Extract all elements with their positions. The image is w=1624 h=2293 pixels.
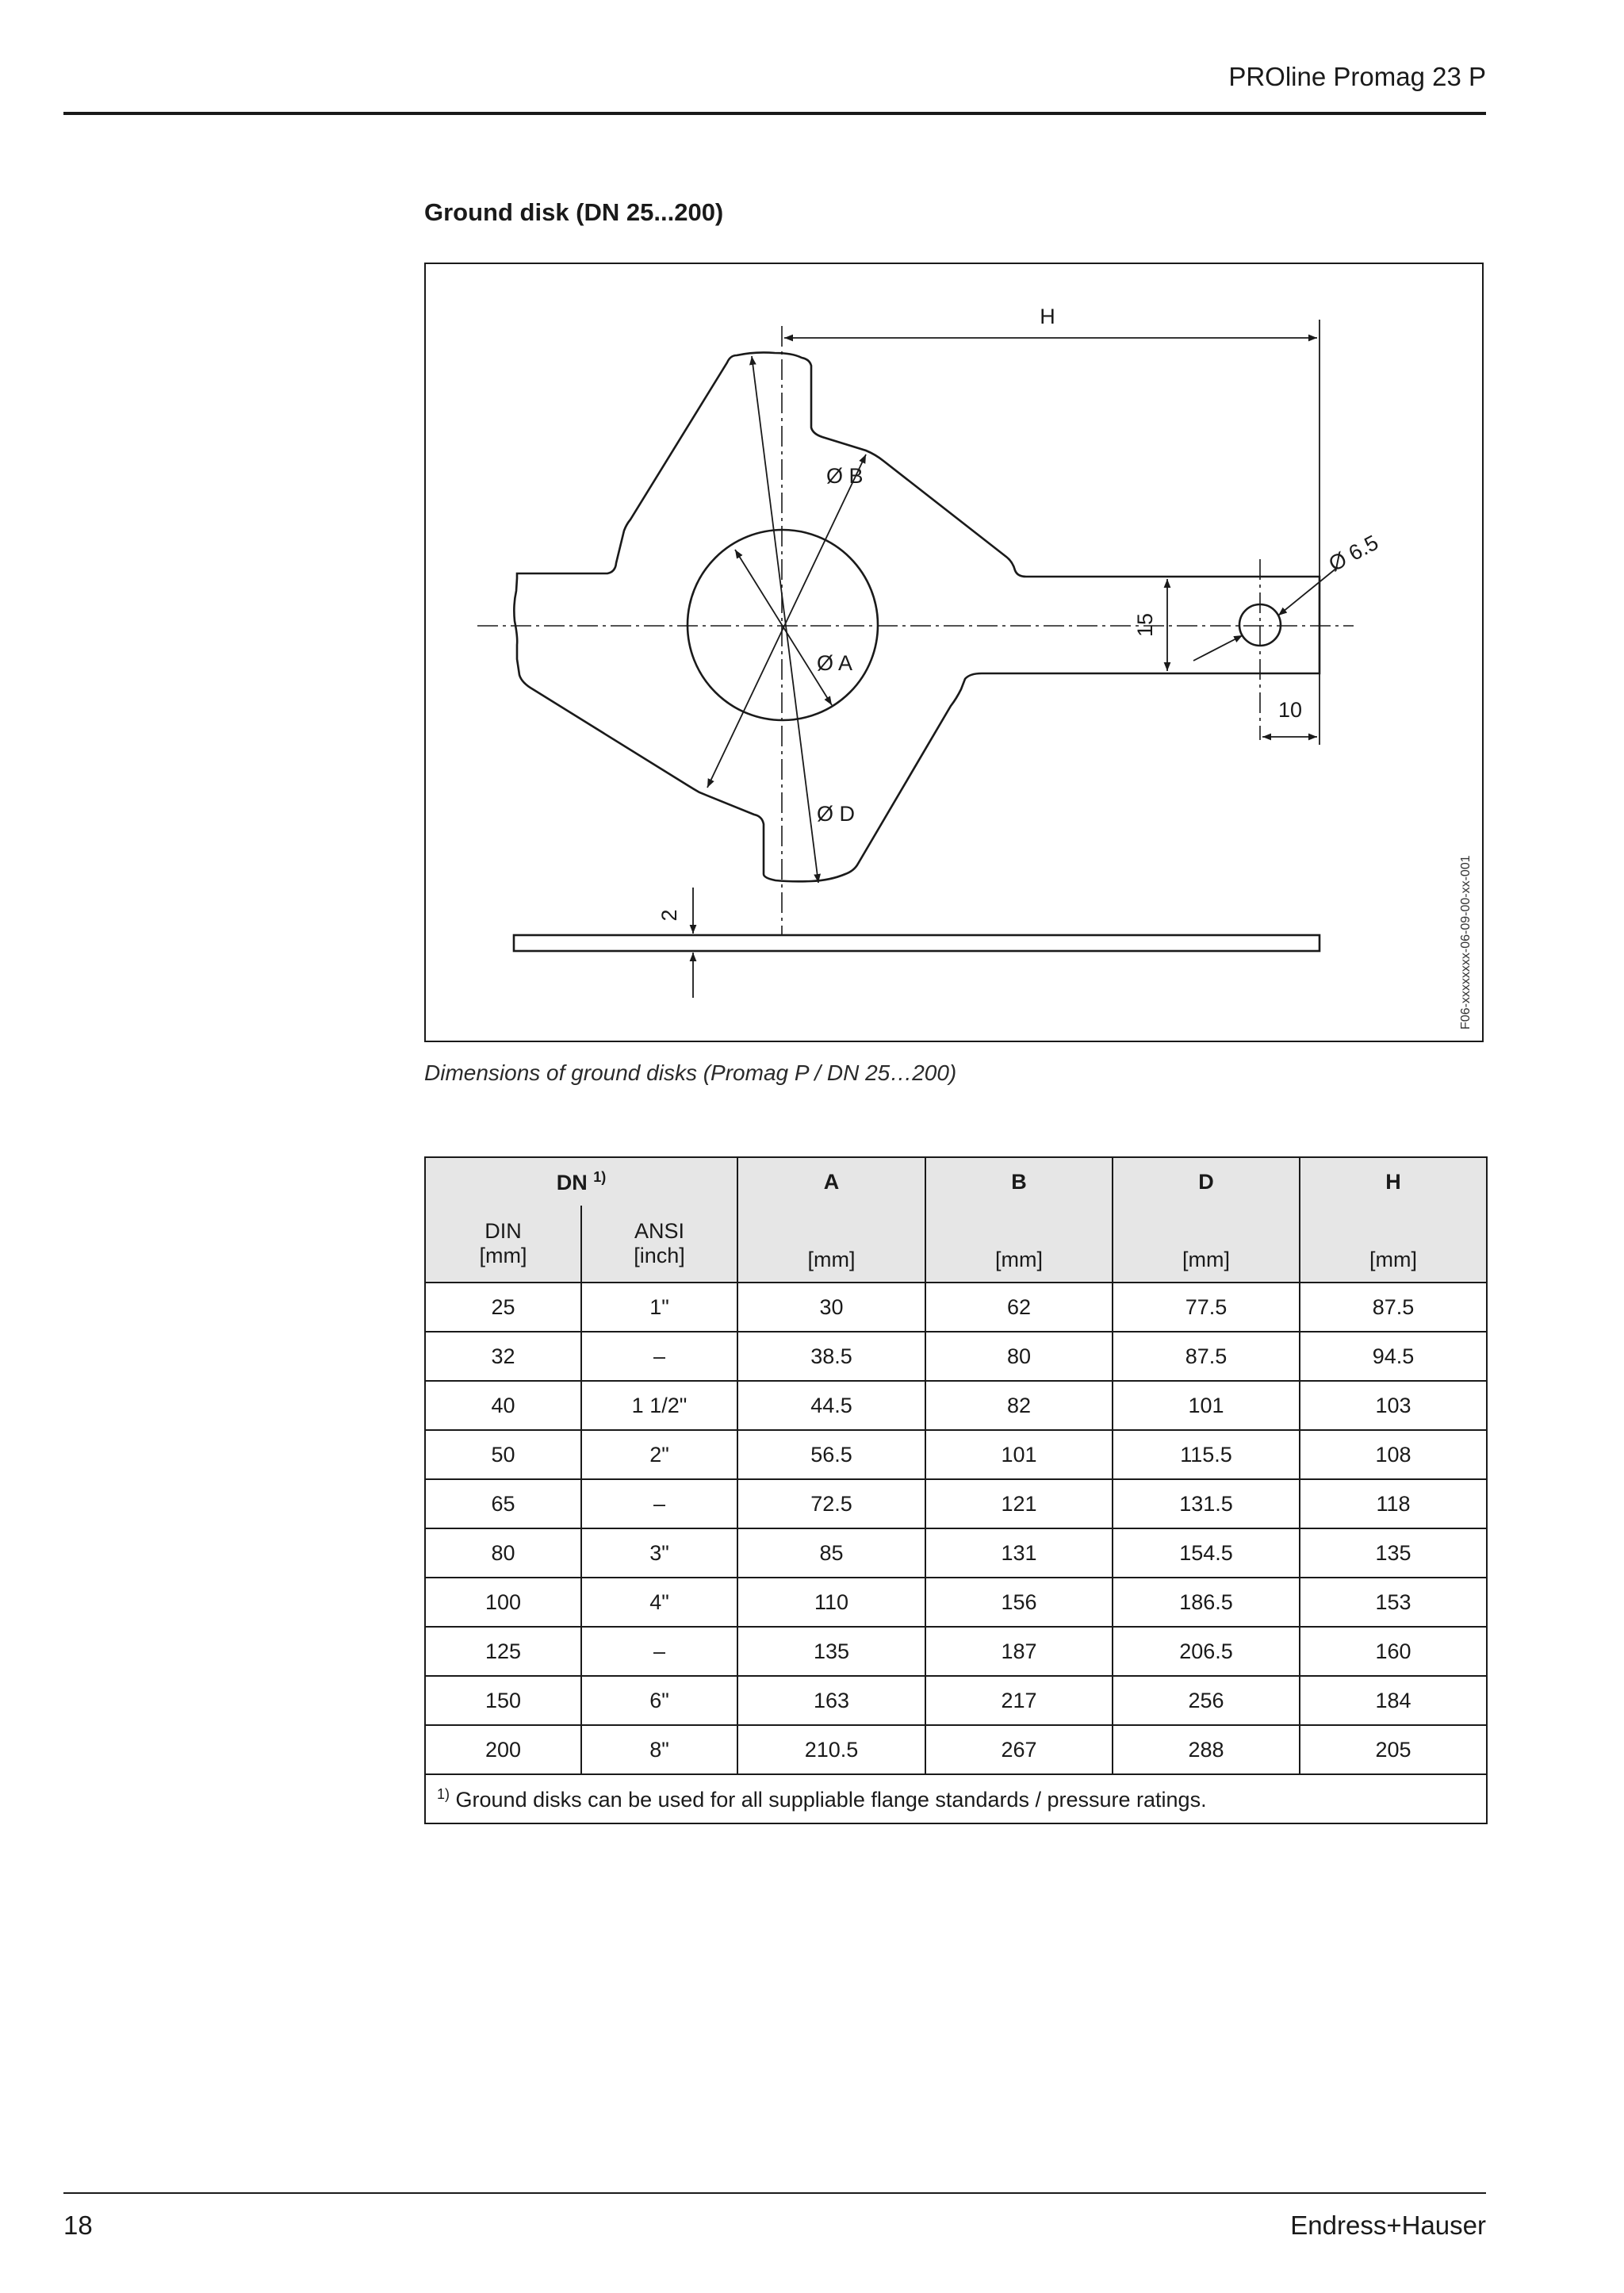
table-cell: 3" (581, 1528, 737, 1578)
table-cell: 100 (425, 1578, 581, 1627)
table-cell: 103 (1300, 1381, 1487, 1430)
dimension-d-line (752, 356, 818, 883)
table-cell: 56.5 (737, 1430, 925, 1479)
table-cell: 1 1/2" (581, 1381, 737, 1430)
table-cell: 131 (925, 1528, 1113, 1578)
header-divider (63, 112, 1486, 115)
table-cell: 108 (1300, 1430, 1487, 1479)
table-cell: 125 (425, 1627, 581, 1676)
unit-d: [mm] (1113, 1206, 1300, 1283)
table-cell: 32 (425, 1332, 581, 1381)
unit-b: [mm] (925, 1206, 1113, 1283)
table-cell: 163 (737, 1676, 925, 1725)
table-cell: 115.5 (1113, 1430, 1300, 1479)
table-cell: 72.5 (737, 1479, 925, 1528)
table-cell: 187 (925, 1627, 1113, 1676)
table-cell: 65 (425, 1479, 581, 1528)
table-cell: 184 (1300, 1676, 1487, 1725)
table-cell: 87.5 (1300, 1283, 1487, 1332)
table-cell: – (581, 1332, 737, 1381)
header-ansi: ANSI [inch] (581, 1206, 737, 1283)
dimension-a-line (735, 550, 832, 705)
footer-divider (63, 2192, 1486, 2194)
table-cell: – (581, 1627, 737, 1676)
technical-drawing-svg (426, 264, 1485, 1044)
header-d: D (1113, 1157, 1300, 1206)
table-cell: – (581, 1479, 737, 1528)
table-cell: 77.5 (1113, 1283, 1300, 1332)
table-cell: 25 (425, 1283, 581, 1332)
table-cell: 210.5 (737, 1725, 925, 1774)
side-view-plate (514, 935, 1320, 951)
table-cell: 6" (581, 1676, 737, 1725)
table-cell: 153 (1300, 1578, 1487, 1627)
table-cell: 205 (1300, 1725, 1487, 1774)
table-cell: 101 (1113, 1381, 1300, 1430)
table-cell: 62 (925, 1283, 1113, 1332)
table-cell: 38.5 (737, 1332, 925, 1381)
table-row (425, 1283, 1487, 1332)
brand-name: Endress+Hauser (1290, 2211, 1486, 2240)
label-hole-diameter: Ø 6.5 (1324, 530, 1383, 577)
label-diameter-d: Ø D (817, 802, 856, 826)
dimension-hole-leader-lower (1193, 635, 1243, 661)
disk-outline (514, 352, 1320, 881)
label-dimension-15: 15 (1133, 612, 1157, 638)
label-h: H (1040, 305, 1055, 328)
table-cell: 110 (737, 1578, 925, 1627)
table-row (425, 1381, 1487, 1430)
table-cell: 156 (925, 1578, 1113, 1627)
table-cell: 121 (925, 1479, 1113, 1528)
table-row (425, 1528, 1487, 1578)
label-dimension-10: 10 (1277, 698, 1303, 722)
table-row (425, 1676, 1487, 1725)
table-cell: 135 (1300, 1528, 1487, 1578)
drawing-reference-id: F06-xxxxxxxx-06-09-00-xx-001 (1459, 855, 1473, 1030)
table-cell: 85 (737, 1528, 925, 1578)
table-row (425, 1479, 1487, 1528)
table-row (425, 1725, 1487, 1774)
unit-a: [mm] (737, 1206, 925, 1283)
table-cell: 150 (425, 1676, 581, 1725)
table-cell: 267 (925, 1725, 1113, 1774)
dimension-hole-leader-upper (1278, 567, 1338, 615)
header-a: A (737, 1157, 925, 1206)
table-body (425, 1283, 1487, 1774)
table-cell: 4" (581, 1578, 737, 1627)
table-cell: 101 (925, 1430, 1113, 1479)
header-b: B (925, 1157, 1113, 1206)
header-din: DIN [mm] (425, 1206, 581, 1283)
table-cell: 135 (737, 1627, 925, 1676)
ground-disk-dimensions-table (424, 1156, 1488, 1824)
table-cell: 206.5 (1113, 1627, 1300, 1676)
table-cell: 217 (925, 1676, 1113, 1725)
table-cell: 256 (1113, 1676, 1300, 1725)
table-cell: 160 (1300, 1627, 1487, 1676)
table-subheader-row (425, 1206, 1487, 1283)
table-cell: 1" (581, 1283, 737, 1332)
table-row (425, 1430, 1487, 1479)
table-cell: 82 (925, 1381, 1113, 1430)
dimension-b-line (707, 454, 866, 788)
unit-h: [mm] (1300, 1206, 1487, 1283)
table-cell: 44.5 (737, 1381, 925, 1430)
document-header-title: PROline Promag 23 P (1228, 62, 1486, 91)
table-cell: 131.5 (1113, 1479, 1300, 1528)
table-row (425, 1627, 1487, 1676)
table-row (425, 1332, 1487, 1381)
table-cell: 50 (425, 1430, 581, 1479)
figure-caption: Dimensions of ground disks (Promag P / DN 25…200) (424, 1060, 957, 1085)
label-diameter-b: Ø B (826, 464, 864, 488)
table-cell: 186.5 (1113, 1578, 1300, 1627)
table-cell: 40 (425, 1381, 581, 1430)
table-cell: 288 (1113, 1725, 1300, 1774)
table-header-row (425, 1157, 1487, 1206)
table-cell: 94.5 (1300, 1332, 1487, 1381)
header-h: H (1300, 1157, 1487, 1206)
table-footnote-row (425, 1774, 1487, 1823)
label-diameter-a: Ø A (817, 651, 853, 675)
ground-disk-drawing (424, 263, 1484, 1042)
section-title: Ground disk (DN 25...200) (424, 198, 724, 226)
table-cell: 8" (581, 1725, 737, 1774)
table-cell: 80 (425, 1528, 581, 1578)
table-cell: 30 (737, 1283, 925, 1332)
label-dimension-2: 2 (657, 909, 681, 922)
table-cell: 87.5 (1113, 1332, 1300, 1381)
table-cell: 154.5 (1113, 1528, 1300, 1578)
table-cell: 200 (425, 1725, 581, 1774)
table-cell: 118 (1300, 1479, 1487, 1528)
table-cell: 80 (925, 1332, 1113, 1381)
page-number: 18 (63, 2211, 93, 2240)
table-row (425, 1578, 1487, 1627)
table-footnote: $^{1)}$ Ground disks can be used for all suppliable flange standards / pressure ratings. (425, 1774, 1487, 1823)
table-cell: 2" (581, 1430, 737, 1479)
header-dn: DN $^{1)}$ (425, 1157, 737, 1206)
